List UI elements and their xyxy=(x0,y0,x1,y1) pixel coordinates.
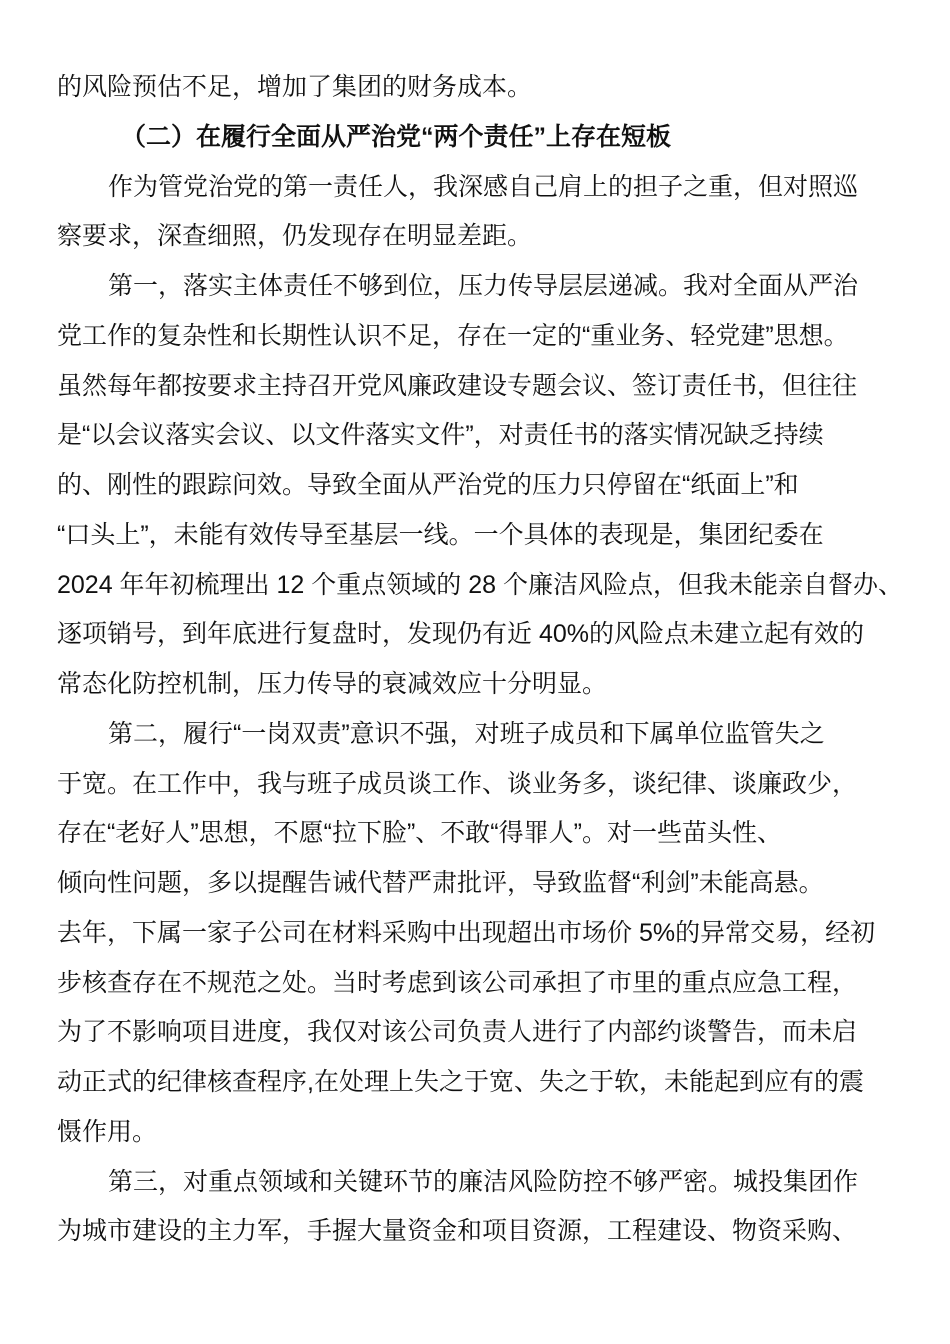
text-line: 的风险预估不足，增加了集团的财务成本。 xyxy=(57,73,533,101)
text-line: 倾向性问题，多以提醒告诫代替严肃批评，导致监督“利剑”未能高悬。 xyxy=(57,869,824,897)
text-line: 逐项销号，到年底进行复盘时，发现仍有近 40%的风险点未建立起有效的 xyxy=(57,620,864,649)
text-line: 于宽。在工作中，我与班子成员谈工作、谈业务多，谈纪律、谈廉政少， xyxy=(57,769,858,798)
text-line: “口头上”，未能有效传导至基层一线。一个具体的表现是，集团纪委在 xyxy=(57,520,824,549)
heading-text: （二）在履行全面从严治党“两个责任”上存在短板 xyxy=(121,122,672,151)
paragraph xyxy=(57,710,887,1158)
text-line: 为城市建设的主力军，手握大量资金和项目资源，工程建设、物资采购、 xyxy=(57,1217,858,1246)
text-line: 慑作用。 xyxy=(57,1117,158,1146)
text-line: 存在“老好人”思想，不愿“拉下脸”、不敢“得罪人”。对一些苗头性、 xyxy=(57,819,782,848)
document-page xyxy=(57,63,903,1257)
text-line: 是“以会议落实会议、以文件落实文件”，对责任书的落实情况缺乏持续 xyxy=(57,421,824,450)
text-line: 步核查存在不规范之处。当时考虑到该公司承担了市里的重点应急工程， xyxy=(57,968,858,997)
text-line: 第二，履行“一岗双责”意识不强，对班子成员和下属单位监管失之 xyxy=(108,719,825,748)
text-line: 去年，下属一家子公司在材料采购中出现超出市场价 5%的异常交易，经初 xyxy=(57,918,876,947)
text-line: 第一，落实主体责任不够到位，压力传导层层递减。我对全面从严治 xyxy=(108,272,859,300)
text-line: 为了不影响项目进度，我仅对该公司负责人进行了内部约谈警告，而未启 xyxy=(57,1018,858,1047)
text-line: 作为管党治党的第一责任人，我深感自己肩上的担子之重，但对照巡 xyxy=(108,172,859,201)
text-line: 常态化防控机制，压力传导的衰减效应十分明显。 xyxy=(57,670,608,698)
text-line: 2024 年年初梳理出 12 个重点领域的 28 个廉洁风险点，但我未能亲自督办、 xyxy=(57,570,903,599)
section-heading xyxy=(57,113,887,163)
text-line: 第三，对重点领域和关键环节的廉洁风险防控不够严密。城投集团作 xyxy=(108,1167,859,1196)
text-line: 动正式的纪律核查程序,在处理上失之于宽、失之于软，未能起到应有的震 xyxy=(57,1068,864,1096)
paragraph xyxy=(57,163,887,263)
paragraph xyxy=(57,262,903,710)
text-line: 虽然每年都按要求主持召开党风廉政建设专题会议、签订责任书，但往往 xyxy=(57,371,858,400)
text-line: 党工作的复杂性和长期性认识不足，存在一定的“重业务、轻党建”思想。 xyxy=(57,321,849,350)
paragraph xyxy=(57,1158,887,1258)
text-line: 的、刚性的跟踪问效。导致全面从严治党的压力只停留在“纸面上”和 xyxy=(57,471,799,499)
text-line: 察要求，深查细照，仍发现存在明显差距。 xyxy=(57,222,533,251)
paragraph xyxy=(57,63,887,113)
